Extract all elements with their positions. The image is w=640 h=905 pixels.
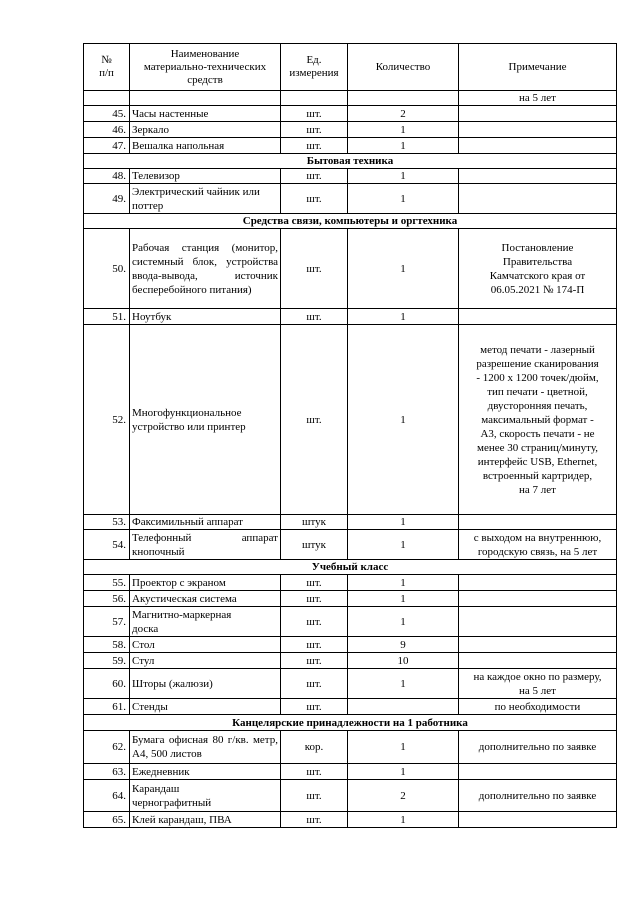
- item-quantity: 1: [348, 169, 459, 184]
- section-row: [84, 154, 617, 169]
- row-number: 58.: [84, 637, 130, 653]
- item-unit: кор.: [281, 731, 348, 764]
- table-row: [84, 812, 617, 828]
- item-name: Проектор с экраном: [130, 575, 281, 591]
- row-number: 57.: [84, 607, 130, 637]
- row-number: 55.: [84, 575, 130, 591]
- item-note: [459, 515, 617, 530]
- item-name: Бумага офисная 80 г/кв. метр, А4, 500 листов: [130, 731, 281, 764]
- item-note: [459, 309, 617, 325]
- row-number: 45.: [84, 106, 130, 122]
- section-title: Бытовая техника: [84, 154, 617, 169]
- section-title: Канцелярские принадлежности на 1 работника: [84, 715, 617, 731]
- item-quantity: 1: [348, 309, 459, 325]
- item-unit: шт.: [281, 591, 348, 607]
- section-title: Учебный класс: [84, 560, 617, 575]
- table-row: [84, 591, 617, 607]
- table-header: [84, 44, 617, 91]
- item-note: Постановление Правительства Камчатского края от 06.05.2021 № 174-П: [459, 229, 617, 309]
- row-number: 48.: [84, 169, 130, 184]
- row-number: 51.: [84, 309, 130, 325]
- item-quantity: 1: [348, 575, 459, 591]
- table-row: [84, 731, 617, 764]
- item-unit: шт.: [281, 325, 348, 515]
- item-name: Электрический чайник или поттер: [130, 184, 281, 214]
- item-name: Зеркало: [130, 122, 281, 138]
- item-note: дополнительно по заявке: [459, 780, 617, 812]
- item-unit: шт.: [281, 575, 348, 591]
- section-row: [84, 214, 617, 229]
- row-number: 46.: [84, 122, 130, 138]
- item-unit: шт.: [281, 309, 348, 325]
- item-note: [459, 138, 617, 154]
- item-name: Стенды: [130, 699, 281, 715]
- row-number: 54.: [84, 530, 130, 560]
- item-quantity: 1: [348, 731, 459, 764]
- table-row: [84, 122, 617, 138]
- row-number: 63.: [84, 764, 130, 780]
- item-name: Акустическая система: [130, 591, 281, 607]
- table-row: [84, 106, 617, 122]
- item-unit: шт.: [281, 669, 348, 699]
- item-note: [459, 637, 617, 653]
- table-row: [84, 169, 617, 184]
- table-row: [84, 325, 617, 515]
- row-number: 64.: [84, 780, 130, 812]
- table-row: [84, 637, 617, 653]
- item-quantity: 1: [348, 138, 459, 154]
- item-name: Магнитно-маркерная доска: [130, 607, 281, 637]
- item-unit: шт.: [281, 138, 348, 154]
- item-unit: штук: [281, 530, 348, 560]
- item-name: Рабочая станция (монитор, системный блок, устройства ввода-вывода, источник бесперебойного питания): [130, 229, 281, 309]
- item-quantity: 1: [348, 122, 459, 138]
- item-name: Факсимильный аппарат: [130, 515, 281, 530]
- item-note: [459, 169, 617, 184]
- table-row: [84, 515, 617, 530]
- header-qty: Количество: [348, 44, 459, 91]
- table-row: [84, 138, 617, 154]
- item-name: Ежедневник: [130, 764, 281, 780]
- item-unit: шт.: [281, 764, 348, 780]
- table-row: [84, 653, 617, 669]
- item-name: Стол: [130, 637, 281, 653]
- item-unit: шт.: [281, 653, 348, 669]
- item-unit: шт.: [281, 780, 348, 812]
- row-number: 56.: [84, 591, 130, 607]
- item-quantity: 1: [348, 530, 459, 560]
- item-name: Стул: [130, 653, 281, 669]
- table-row: [84, 575, 617, 591]
- item-unit: шт.: [281, 106, 348, 122]
- item-note: [459, 607, 617, 637]
- item-unit: шт.: [281, 184, 348, 214]
- item-unit: шт.: [281, 812, 348, 828]
- item-note: [459, 106, 617, 122]
- item-name: Телевизор: [130, 169, 281, 184]
- item-unit: штук: [281, 515, 348, 530]
- table-row: [84, 764, 617, 780]
- item-name: Вешалка напольная: [130, 138, 281, 154]
- item-note: [459, 591, 617, 607]
- row-number: 59.: [84, 653, 130, 669]
- item-quantity: 1: [348, 591, 459, 607]
- row-number: 62.: [84, 731, 130, 764]
- item-quantity: 9: [348, 637, 459, 653]
- table-row: [84, 607, 617, 637]
- item-note: метод печати - лазерный разрешение сканирования - 1200 х 1200 точек/дюйм, тип печати - цветной, двусторонняя печать, максимальный формат - А3, скорость печати - не менее 30 страниц/минуту, интерфейс USB, Ethernet, встроенный картридер, на 7 лет: [459, 325, 617, 515]
- item-quantity: 1: [348, 184, 459, 214]
- item-name: Шторы (жалюзи): [130, 669, 281, 699]
- row-number: 53.: [84, 515, 130, 530]
- row-number: 61.: [84, 699, 130, 715]
- item-quantity: 1: [348, 764, 459, 780]
- item-name: Клей карандаш, ПВА: [130, 812, 281, 828]
- item-name: Ноутбук: [130, 309, 281, 325]
- section-row: [84, 560, 617, 575]
- row-number: 49.: [84, 184, 130, 214]
- item-note: на каждое окно по размеру, на 5 лет: [459, 669, 617, 699]
- table-row: [84, 309, 617, 325]
- item-quantity: [348, 699, 459, 715]
- row-number: 47.: [84, 138, 130, 154]
- table-row: [84, 699, 617, 715]
- item-unit: шт.: [281, 169, 348, 184]
- item-unit: шт.: [281, 607, 348, 637]
- item-quantity: 1: [348, 515, 459, 530]
- item-quantity: 1: [348, 669, 459, 699]
- table-row: [84, 780, 617, 812]
- item-quantity: 1: [348, 607, 459, 637]
- item-quantity: 10: [348, 653, 459, 669]
- item-unit: шт.: [281, 637, 348, 653]
- table-row: [84, 229, 617, 309]
- item-name: Многофункциональное устройство или принтер: [130, 325, 281, 515]
- row-number: 60.: [84, 669, 130, 699]
- item-note: [459, 575, 617, 591]
- materials-table: [83, 43, 617, 828]
- item-note: [459, 764, 617, 780]
- item-note: [459, 812, 617, 828]
- item-name: Карандаш чернографитный: [130, 780, 281, 812]
- section-row: [84, 715, 617, 731]
- row-number: 65.: [84, 812, 130, 828]
- table-row: [84, 530, 617, 560]
- item-note: дополнительно по заявке: [459, 731, 617, 764]
- continuation-note: на 5 лет: [459, 91, 617, 106]
- item-note: с выходом на внутреннюю, городскую связь, на 5 лет: [459, 530, 617, 560]
- item-quantity: 1: [348, 325, 459, 515]
- table-row: [84, 184, 617, 214]
- header-name: Наименование материально-технических средств: [130, 44, 281, 91]
- header-unit: Ед. измерения: [281, 44, 348, 91]
- item-note: [459, 184, 617, 214]
- item-quantity: 1: [348, 812, 459, 828]
- section-title: Средства связи, компьютеры и оргтехника: [84, 214, 617, 229]
- item-note: [459, 122, 617, 138]
- continuation-row: [84, 91, 617, 106]
- item-name: Часы настенные: [130, 106, 281, 122]
- item-quantity: 2: [348, 106, 459, 122]
- row-number: 52.: [84, 325, 130, 515]
- item-quantity: 1: [348, 229, 459, 309]
- item-name: Телефонный аппарат кнопочный: [130, 530, 281, 560]
- item-note: по необходимости: [459, 699, 617, 715]
- table-row: [84, 669, 617, 699]
- row-number: 50.: [84, 229, 130, 309]
- item-note: [459, 653, 617, 669]
- header-num: № п/п: [84, 44, 130, 91]
- header-note: Примечание: [459, 44, 617, 91]
- item-unit: шт.: [281, 229, 348, 309]
- item-unit: шт.: [281, 122, 348, 138]
- item-quantity: 2: [348, 780, 459, 812]
- item-unit: шт.: [281, 699, 348, 715]
